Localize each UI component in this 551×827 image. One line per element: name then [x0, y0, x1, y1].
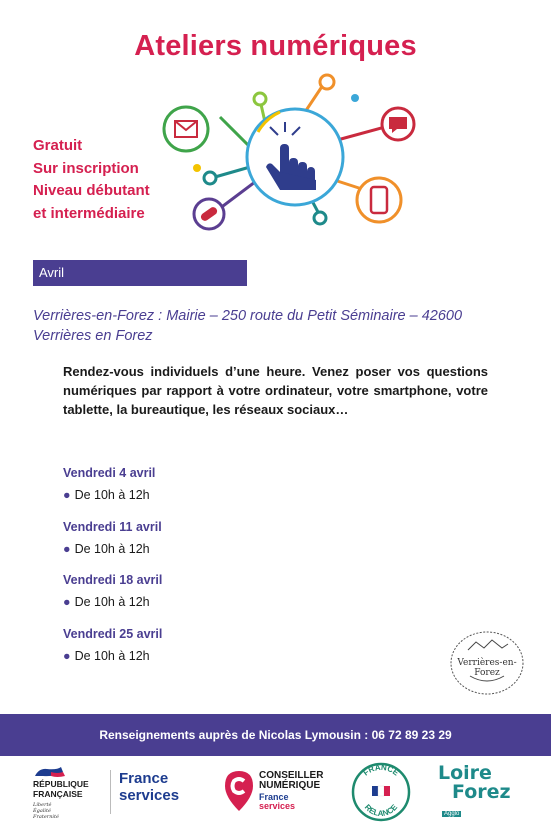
- svg-text:RELANCE: RELANCE: [362, 802, 400, 819]
- session-time: ● De 10h à 12h: [63, 488, 150, 502]
- contact-banner: Renseignements auprès de Nicolas Lymousin : 06 72 89 23 29: [0, 714, 551, 756]
- address: Verrières-en-Forez : Mairie – 250 route du Petit Séminaire – 42600 Verrières en Forez: [33, 308, 463, 344]
- digital-network-illustration: [160, 72, 420, 232]
- sessions-list: [63, 463, 363, 677]
- bullet-icon: ●: [63, 541, 71, 556]
- feature-item: Gratuit: [33, 137, 83, 154]
- feature-item: et intermédiaire: [33, 204, 145, 222]
- bullet-icon: ●: [63, 488, 71, 502]
- loire-forez-agglo-logo: Loire Forez Agglo: [438, 762, 511, 817]
- session-item: [63, 624, 363, 678]
- session-time: ● De 10h à 12h: [63, 648, 150, 663]
- session-time: ● De 10h à 12h: [63, 541, 150, 556]
- intro-paragraph: Rendez-vous individuels d’une heure. Venez poser vos questions numériques par rapport à votre ordinateur, votre smartphone, votre tablette, la bureautique, les réseaux sociaux…: [63, 364, 488, 417]
- session-day: Vendredi 4 avril: [63, 466, 156, 480]
- rf-motto: Liberté Égalité Fraternité: [33, 802, 59, 820]
- features-list: [33, 135, 150, 225]
- session-item: [63, 570, 363, 624]
- conseiller-subtitle: France services: [259, 792, 296, 811]
- france-services-logo: France services: [110, 770, 200, 814]
- feature-item: Sur inscription: [33, 159, 139, 177]
- month-banner: Avril: [33, 260, 247, 286]
- town-stamp-logo: [446, 630, 528, 696]
- feature-item: Niveau débutant: [33, 182, 150, 199]
- conseiller-numerique-logo: [223, 769, 338, 815]
- session-day: Vendredi 18 avril: [63, 573, 163, 587]
- rf-name: RÉPUBLIQUE FRANÇAISE: [33, 779, 89, 799]
- session-day: Vendredi 25 avril: [63, 626, 163, 641]
- bullet-icon: ●: [63, 648, 71, 663]
- session-item: [63, 517, 363, 571]
- session-item: [63, 463, 363, 517]
- france-relance-logo: [351, 762, 411, 822]
- conseiller-title: CONSEILLER NUMÉRIQUE: [259, 770, 324, 791]
- session-day: Vendredi 11 avril: [63, 519, 162, 534]
- bullet-icon: ●: [63, 595, 71, 609]
- republique-francaise-logo: [33, 766, 103, 822]
- page-title: Ateliers numériques: [134, 30, 417, 62]
- stamp-text: Verrières-en-Forez: [457, 658, 517, 678]
- session-time: ● De 10h à 12h: [63, 595, 150, 609]
- svg-text:FRANCE: FRANCE: [361, 762, 401, 778]
